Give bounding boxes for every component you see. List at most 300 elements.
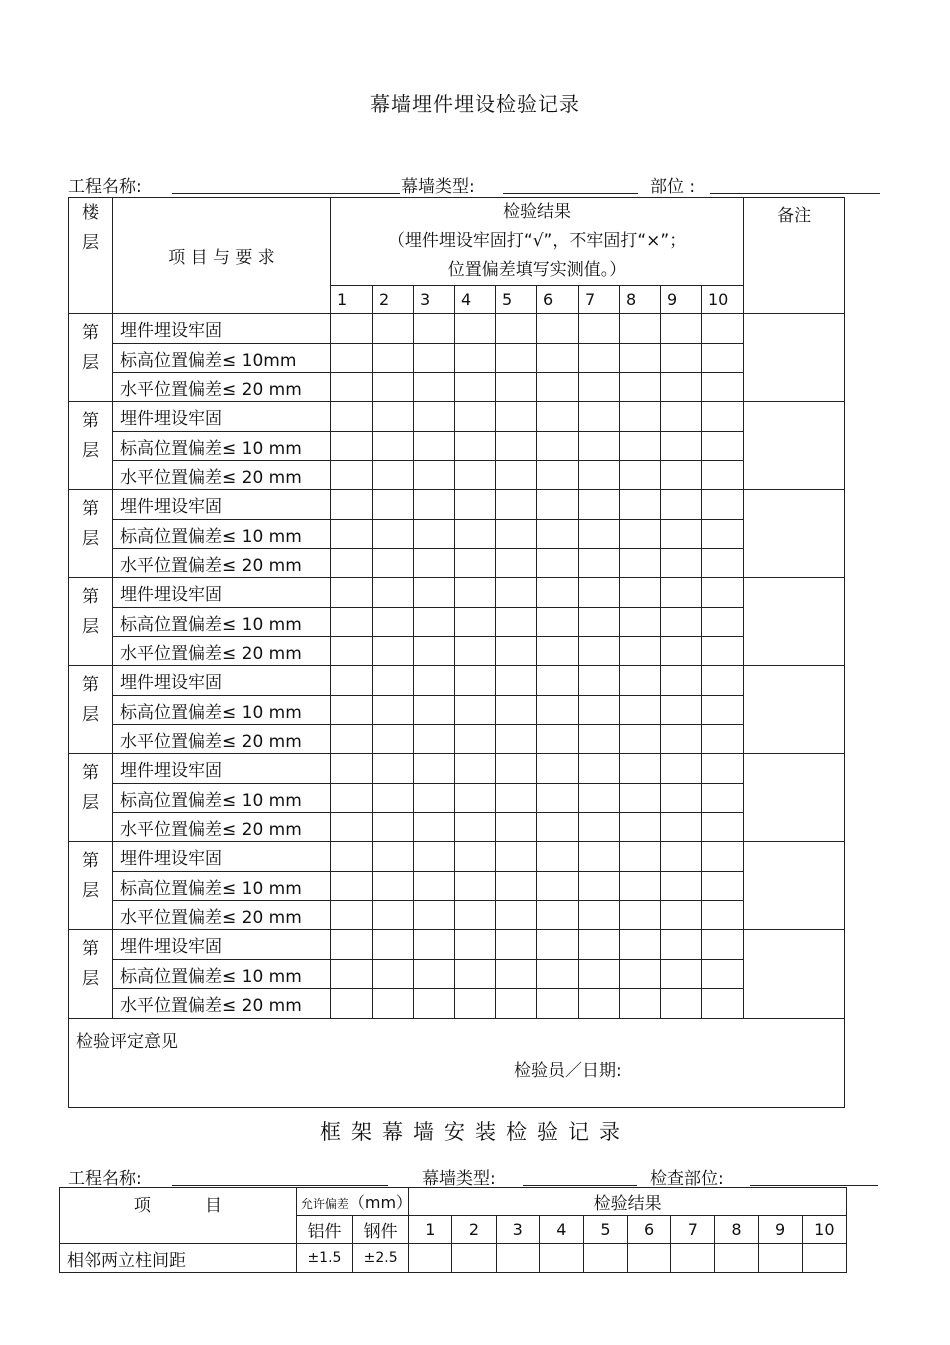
- remarks-cell[interactable]: [744, 402, 845, 490]
- table-row: [69, 461, 845, 490]
- result-cell[interactable]: [414, 696, 455, 725]
- item-requirement: 埋件埋设牢固: [113, 578, 331, 608]
- result-cell[interactable]: [702, 754, 744, 784]
- result-cell[interactable]: [455, 314, 496, 344]
- result-cell[interactable]: [661, 461, 702, 490]
- result-cell[interactable]: [661, 901, 702, 930]
- result-cell[interactable]: [455, 842, 496, 872]
- result-cell[interactable]: [455, 344, 496, 373]
- result-cell[interactable]: [579, 314, 620, 344]
- result-cell[interactable]: [661, 432, 702, 461]
- result-cell[interactable]: [373, 725, 414, 754]
- result-cell[interactable]: [414, 314, 455, 344]
- result-cell[interactable]: [414, 842, 455, 872]
- result-cell[interactable]: [331, 490, 373, 520]
- result-cell[interactable]: [661, 725, 702, 754]
- result-cell[interactable]: [331, 578, 373, 608]
- result-cell[interactable]: [496, 930, 537, 960]
- result-cell[interactable]: [702, 402, 744, 432]
- result-cell[interactable]: [620, 989, 661, 1019]
- result-cell[interactable]: [579, 373, 620, 402]
- result-cell[interactable]: [373, 696, 414, 725]
- result-cell[interactable]: [537, 344, 579, 373]
- result-cell[interactable]: [331, 432, 373, 461]
- result-cell[interactable]: [331, 696, 373, 725]
- result-cell[interactable]: [620, 490, 661, 520]
- result-cell[interactable]: [537, 813, 579, 842]
- result-cell[interactable]: [331, 842, 373, 872]
- inspection-location-field[interactable]: [750, 1185, 878, 1186]
- result-cell[interactable]: [661, 637, 702, 666]
- result-cell[interactable]: [331, 960, 373, 989]
- result-cell[interactable]: [414, 373, 455, 402]
- result-cell[interactable]: [620, 549, 661, 578]
- result-cell[interactable]: [537, 989, 579, 1019]
- result-cell[interactable]: [579, 930, 620, 960]
- result-cell[interactable]: [620, 842, 661, 872]
- result-cell[interactable]: [702, 549, 744, 578]
- result-cell[interactable]: [579, 637, 620, 666]
- result-cell[interactable]: [661, 608, 702, 637]
- result-cell[interactable]: [579, 578, 620, 608]
- result-cell[interactable]: [702, 989, 744, 1019]
- result-cell[interactable]: [620, 930, 661, 960]
- result-cell[interactable]: [620, 637, 661, 666]
- result-cell[interactable]: [331, 872, 373, 901]
- result-cell[interactable]: [537, 960, 579, 989]
- result-cell[interactable]: [537, 314, 579, 344]
- result-cell[interactable]: [661, 490, 702, 520]
- result-cell[interactable]: [496, 666, 537, 696]
- result-cell[interactable]: [620, 725, 661, 754]
- result-cell[interactable]: [620, 872, 661, 901]
- result-cell[interactable]: [579, 490, 620, 520]
- remarks-cell[interactable]: [744, 754, 845, 842]
- result-cell[interactable]: [537, 402, 579, 432]
- result-cell[interactable]: [702, 461, 744, 490]
- result-cell[interactable]: [414, 813, 455, 842]
- result-cell[interactable]: [373, 578, 414, 608]
- result-cell[interactable]: [702, 813, 744, 842]
- result-cell[interactable]: [537, 520, 579, 549]
- result-cell[interactable]: [661, 402, 702, 432]
- result-cell[interactable]: [455, 754, 496, 784]
- result-cell[interactable]: [496, 490, 537, 520]
- result-cell[interactable]: [539, 1244, 583, 1273]
- result-cell[interactable]: [331, 637, 373, 666]
- result-cell[interactable]: [414, 402, 455, 432]
- result-cell[interactable]: [414, 960, 455, 989]
- location-field[interactable]: [710, 193, 880, 194]
- result-cell[interactable]: [671, 1244, 715, 1273]
- result-cell[interactable]: [455, 432, 496, 461]
- result-cell[interactable]: [661, 373, 702, 402]
- item-requirement: 标高位置偏差≤ 10 mm: [113, 608, 331, 637]
- result-cell[interactable]: [537, 578, 579, 608]
- result-cell[interactable]: [537, 872, 579, 901]
- result-cell[interactable]: [496, 578, 537, 608]
- result-cell[interactable]: [414, 520, 455, 549]
- result-cell[interactable]: [373, 960, 414, 989]
- result-cell[interactable]: [373, 549, 414, 578]
- result-cell[interactable]: [579, 696, 620, 725]
- result-cell[interactable]: [702, 872, 744, 901]
- result-cell[interactable]: [661, 989, 702, 1019]
- result-cell[interactable]: [455, 813, 496, 842]
- result-cell[interactable]: [537, 901, 579, 930]
- result-cell[interactable]: [496, 901, 537, 930]
- result-cell[interactable]: [661, 344, 702, 373]
- result-cell[interactable]: [496, 989, 537, 1019]
- result-cell[interactable]: [579, 432, 620, 461]
- floor-label: 第 层: [69, 666, 113, 754]
- result-cell[interactable]: [373, 813, 414, 842]
- result-cell[interactable]: [414, 608, 455, 637]
- result-cell[interactable]: [373, 784, 414, 813]
- result-cell[interactable]: [702, 842, 744, 872]
- result-cell[interactable]: [373, 637, 414, 666]
- result-cell[interactable]: [331, 754, 373, 784]
- curtain-wall-type-field[interactable]: [503, 193, 638, 194]
- result-cell[interactable]: [661, 813, 702, 842]
- result-cell[interactable]: [702, 344, 744, 373]
- result-cell[interactable]: [414, 989, 455, 1019]
- item-requirement: 埋件埋设牢固: [113, 754, 331, 784]
- steel-tolerance: ±2.5: [353, 1244, 409, 1273]
- result-cell[interactable]: [579, 813, 620, 842]
- result-cell[interactable]: [620, 696, 661, 725]
- result-cell[interactable]: [702, 901, 744, 930]
- column-number: 10: [802, 1216, 846, 1244]
- result-cell[interactable]: [414, 754, 455, 784]
- result-cell[interactable]: [373, 314, 414, 344]
- result-cell[interactable]: [496, 373, 537, 402]
- result-cell[interactable]: [455, 696, 496, 725]
- result-cell[interactable]: [579, 402, 620, 432]
- remarks-cell[interactable]: [744, 930, 845, 1019]
- result-cell[interactable]: [579, 608, 620, 637]
- result-cell[interactable]: [455, 490, 496, 520]
- result-cell[interactable]: [628, 1244, 671, 1273]
- result-cell[interactable]: [496, 1244, 539, 1273]
- result-cell[interactable]: [496, 960, 537, 989]
- result-cell[interactable]: [331, 813, 373, 842]
- floor-label: 第 层: [69, 314, 113, 402]
- result-cell[interactable]: [331, 520, 373, 549]
- result-cell[interactable]: [661, 930, 702, 960]
- result-cell[interactable]: [496, 402, 537, 432]
- result-cell[interactable]: [715, 1244, 758, 1273]
- result-cell[interactable]: [579, 520, 620, 549]
- result-cell[interactable]: [620, 344, 661, 373]
- result-cell[interactable]: [620, 461, 661, 490]
- column-number: 4: [539, 1216, 583, 1244]
- result-cell[interactable]: [702, 490, 744, 520]
- result-cell[interactable]: [537, 725, 579, 754]
- result-cell[interactable]: [496, 842, 537, 872]
- result-cell[interactable]: [579, 754, 620, 784]
- result-cell[interactable]: [414, 461, 455, 490]
- result-cell[interactable]: [620, 960, 661, 989]
- result-cell[interactable]: [455, 608, 496, 637]
- result-cell[interactable]: [620, 901, 661, 930]
- table-row: [69, 373, 845, 402]
- result-cell[interactable]: [414, 784, 455, 813]
- table-row: [69, 754, 845, 784]
- result-cell[interactable]: [331, 344, 373, 373]
- result-cell[interactable]: [620, 784, 661, 813]
- result-cell[interactable]: [373, 432, 414, 461]
- remarks-cell[interactable]: [744, 490, 845, 578]
- result-cell[interactable]: [414, 432, 455, 461]
- result-cell[interactable]: [620, 578, 661, 608]
- result-cell[interactable]: [455, 520, 496, 549]
- result-cell[interactable]: [537, 666, 579, 696]
- section-title: 框架幕墙安装检验记录: [320, 1120, 630, 1144]
- result-cell[interactable]: [331, 608, 373, 637]
- result-cell[interactable]: [702, 373, 744, 402]
- result-cell[interactable]: [579, 549, 620, 578]
- item-requirement: 埋件埋设牢固: [113, 314, 331, 344]
- result-cell[interactable]: [455, 901, 496, 930]
- column-number: 3: [496, 1216, 539, 1244]
- item-requirement: 埋件埋设牢固: [113, 402, 331, 432]
- floor-header: 楼 层: [69, 198, 113, 314]
- result-cell[interactable]: [373, 842, 414, 872]
- result-cell[interactable]: [455, 989, 496, 1019]
- result-cell[interactable]: [579, 784, 620, 813]
- table-row: [69, 784, 845, 813]
- result-cell[interactable]: [620, 666, 661, 696]
- result-cell[interactable]: [702, 930, 744, 960]
- column-number: 5: [496, 286, 537, 314]
- result-cell[interactable]: [455, 549, 496, 578]
- result-cell[interactable]: [496, 520, 537, 549]
- result-cell[interactable]: [702, 520, 744, 549]
- column-number: 6: [537, 286, 579, 314]
- result-cell[interactable]: [414, 930, 455, 960]
- floor-label: 第 层: [69, 490, 113, 578]
- result-cell[interactable]: [537, 754, 579, 784]
- result-cell[interactable]: [455, 725, 496, 754]
- result-cell[interactable]: [331, 784, 373, 813]
- result-cell[interactable]: [620, 608, 661, 637]
- result-cell[interactable]: [496, 725, 537, 754]
- result-cell[interactable]: [579, 872, 620, 901]
- curtain-wall-type-field-2[interactable]: [523, 1185, 637, 1186]
- item-requirement: 埋件埋设牢固: [113, 930, 331, 960]
- result-cell[interactable]: [496, 432, 537, 461]
- result-cell[interactable]: [331, 725, 373, 754]
- item-requirement: 水平位置偏差≤ 20 mm: [113, 725, 331, 754]
- result-cell[interactable]: [702, 725, 744, 754]
- frame-curtain-wall-inspection-table: [59, 1187, 847, 1273]
- result-cell[interactable]: [702, 637, 744, 666]
- result-cell[interactable]: [373, 490, 414, 520]
- column-number: 1: [409, 1216, 452, 1244]
- result-cell[interactable]: [537, 608, 579, 637]
- result-cell[interactable]: [414, 901, 455, 930]
- result-cell[interactable]: [496, 461, 537, 490]
- result-cell[interactable]: [373, 373, 414, 402]
- result-cell[interactable]: [496, 549, 537, 578]
- result-cell[interactable]: [455, 960, 496, 989]
- item-requirement: 水平位置偏差≤ 20 mm: [113, 813, 331, 842]
- result-cell[interactable]: [702, 960, 744, 989]
- result-cell[interactable]: [373, 930, 414, 960]
- result-cell[interactable]: [702, 432, 744, 461]
- remarks-cell[interactable]: [744, 578, 845, 666]
- result-cell[interactable]: [496, 314, 537, 344]
- result-cell[interactable]: [455, 872, 496, 901]
- result-cell[interactable]: [537, 432, 579, 461]
- result-cell[interactable]: [661, 314, 702, 344]
- result-cell[interactable]: [414, 490, 455, 520]
- floor-label: 第 层: [69, 842, 113, 930]
- result-cell[interactable]: [537, 637, 579, 666]
- result-cell[interactable]: [452, 1244, 496, 1273]
- result-cell[interactable]: [661, 520, 702, 549]
- result-cell[interactable]: [455, 666, 496, 696]
- result-cell[interactable]: [373, 402, 414, 432]
- result-cell[interactable]: [455, 373, 496, 402]
- result-cell[interactable]: [702, 608, 744, 637]
- project-name-label: 工程名称:: [68, 177, 142, 197]
- result-cell[interactable]: [537, 461, 579, 490]
- result-cell[interactable]: [496, 696, 537, 725]
- result-cell[interactable]: [620, 754, 661, 784]
- result-cell[interactable]: [373, 872, 414, 901]
- remarks-cell[interactable]: [744, 314, 845, 402]
- result-cell[interactable]: [496, 344, 537, 373]
- result-cell[interactable]: [537, 373, 579, 402]
- result-cell[interactable]: [331, 666, 373, 696]
- result-cell[interactable]: [579, 842, 620, 872]
- result-cell[interactable]: [537, 842, 579, 872]
- result-cell[interactable]: [414, 637, 455, 666]
- column-number: 6: [628, 1216, 671, 1244]
- table-row: [69, 989, 845, 1019]
- result-cell[interactable]: [579, 960, 620, 989]
- result-cell[interactable]: [373, 520, 414, 549]
- result-cell[interactable]: [496, 754, 537, 784]
- result-cell[interactable]: [583, 1244, 627, 1273]
- result-cell[interactable]: [537, 784, 579, 813]
- result-cell[interactable]: [414, 666, 455, 696]
- result-cell[interactable]: [702, 696, 744, 725]
- result-cell[interactable]: [620, 314, 661, 344]
- result-cell[interactable]: [579, 344, 620, 373]
- result-cell[interactable]: [331, 989, 373, 1019]
- result-cell[interactable]: [620, 373, 661, 402]
- result-cell[interactable]: [455, 578, 496, 608]
- result-cell[interactable]: [579, 725, 620, 754]
- result-cell[interactable]: [579, 901, 620, 930]
- inspector-date-label: 检验员／日期:: [514, 1061, 622, 1081]
- result-cell[interactable]: [537, 930, 579, 960]
- result-cell[interactable]: [661, 960, 702, 989]
- result-cell[interactable]: [331, 314, 373, 344]
- result-cell[interactable]: [496, 784, 537, 813]
- tolerance-unit: （mm）: [348, 1193, 413, 1212]
- result-cell[interactable]: [537, 549, 579, 578]
- result-cell[interactable]: [455, 402, 496, 432]
- result-cell[interactable]: [661, 549, 702, 578]
- result-cell[interactable]: [331, 461, 373, 490]
- result-cell[interactable]: [702, 314, 744, 344]
- result-cell[interactable]: [537, 696, 579, 725]
- result-cell[interactable]: [455, 784, 496, 813]
- result-cell[interactable]: [414, 872, 455, 901]
- result-cell[interactable]: [496, 608, 537, 637]
- result-cell[interactable]: [414, 725, 455, 754]
- result-cell[interactable]: [373, 344, 414, 373]
- result-cell[interactable]: [661, 784, 702, 813]
- remarks-cell[interactable]: [744, 842, 845, 930]
- result-cell[interactable]: [496, 637, 537, 666]
- result-cell[interactable]: [661, 578, 702, 608]
- result-cell[interactable]: [661, 666, 702, 696]
- result-cell[interactable]: [802, 1244, 846, 1273]
- result-cell[interactable]: [537, 490, 579, 520]
- remarks-cell[interactable]: [744, 666, 845, 754]
- result-cell[interactable]: [661, 872, 702, 901]
- result-cell[interactable]: [373, 666, 414, 696]
- result-cell[interactable]: [455, 461, 496, 490]
- result-cell[interactable]: [414, 578, 455, 608]
- result-cell[interactable]: [496, 872, 537, 901]
- result-cell[interactable]: [331, 402, 373, 432]
- result-cell[interactable]: [331, 930, 373, 960]
- table-row: [69, 637, 845, 666]
- result-cell[interactable]: [758, 1244, 802, 1273]
- result-cell[interactable]: [409, 1244, 452, 1273]
- result-cell[interactable]: [661, 842, 702, 872]
- result-cell[interactable]: [373, 461, 414, 490]
- location-label: 部位 :: [650, 177, 696, 197]
- table-row: [69, 344, 845, 373]
- result-cell[interactable]: [373, 608, 414, 637]
- result-cell[interactable]: [331, 901, 373, 930]
- result-cell[interactable]: [620, 402, 661, 432]
- result-cell[interactable]: [373, 754, 414, 784]
- result-cell[interactable]: [579, 989, 620, 1019]
- result-cell[interactable]: [620, 432, 661, 461]
- result-cell[interactable]: [620, 520, 661, 549]
- result-cell[interactable]: [414, 549, 455, 578]
- result-cell[interactable]: [702, 578, 744, 608]
- result-cell[interactable]: [620, 813, 661, 842]
- result-cell[interactable]: [661, 696, 702, 725]
- result-cell[interactable]: [579, 461, 620, 490]
- result-cell[interactable]: [661, 754, 702, 784]
- result-cell[interactable]: [455, 930, 496, 960]
- result-cell[interactable]: [414, 344, 455, 373]
- opinion-cell[interactable]: [69, 1019, 845, 1108]
- result-cell[interactable]: [331, 373, 373, 402]
- item-requirement: 标高位置偏差≤ 10 mm: [113, 520, 331, 549]
- project-name-field-2[interactable]: [172, 1185, 388, 1186]
- result-cell[interactable]: [373, 989, 414, 1019]
- result-cell[interactable]: [579, 666, 620, 696]
- result-cell[interactable]: [455, 637, 496, 666]
- result-cell[interactable]: [702, 784, 744, 813]
- project-name-field[interactable]: [172, 193, 400, 194]
- result-cell[interactable]: [373, 901, 414, 930]
- result-cell[interactable]: [702, 666, 744, 696]
- result-cell[interactable]: [496, 813, 537, 842]
- result-cell[interactable]: [331, 549, 373, 578]
